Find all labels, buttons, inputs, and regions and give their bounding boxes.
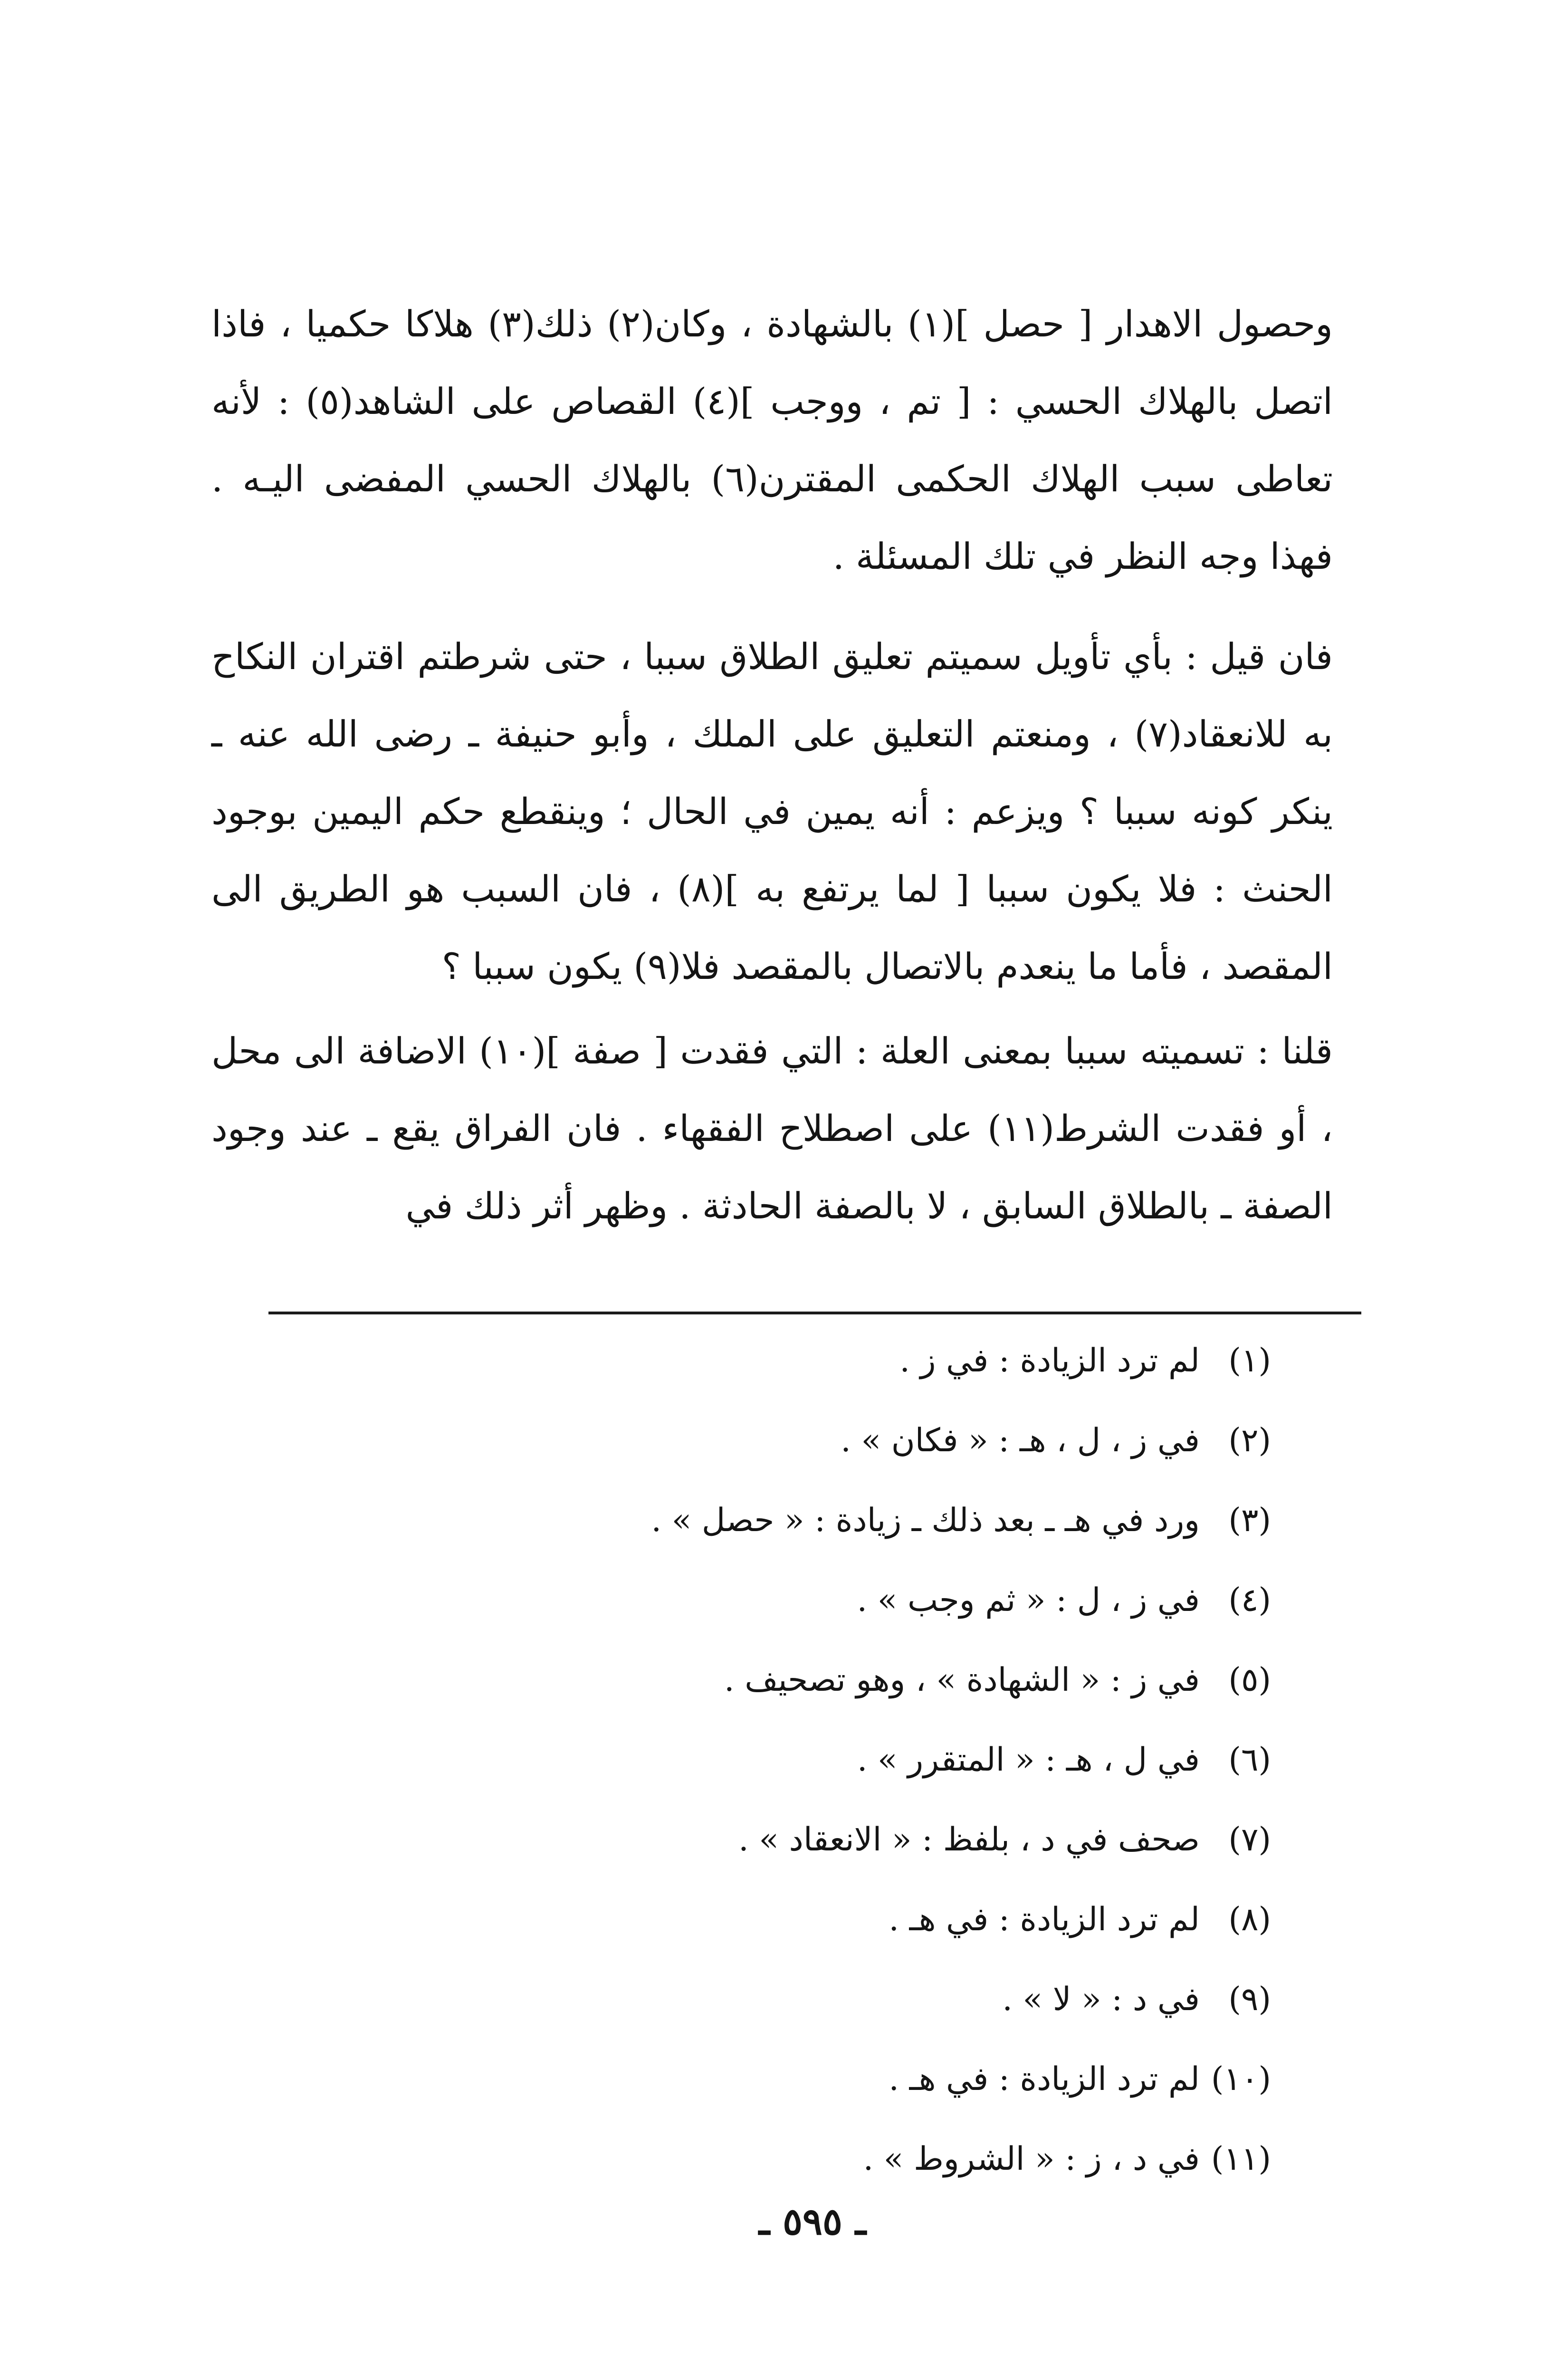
footnote-number: (١١): [1211, 2140, 1271, 2178]
paragraph-1-text: وحصول الاهدار [ حصل ](١) بالشهادة ، وكان(٢) ذلك(٣) هلاكا حكميا ، فاذا اتصل بالهلاك الحسي : [ تم ، ووجب ](٤) القصاص على الشاهد(٥) : لأنه تعاطى سبب الهلاك الحكمى المقترن(٦) بالهلاك الحسي المفضى اليـه . فهذا وجه النظر في تلك المسئلة .: [211, 303, 1333, 577]
paragraph-2: [211, 618, 1333, 1005]
footnote-text: صحف في د ، بلفظ : « الانعقاد » .: [738, 1821, 1200, 1859]
footnote-item: [178, 1880, 1271, 1960]
footnote-text: ورد في هـ ـ بعد ذلك ـ زيادة : « حصل » .: [651, 1502, 1200, 1539]
footnote-text: في د : « لا » .: [1002, 1981, 1200, 2018]
footnote-text: لم ترد الزيادة : في ز .: [899, 1342, 1200, 1380]
footnote-text: في ز : « الشهادة » ، وهو تصحيف .: [724, 1661, 1200, 1699]
footnotes-list: [178, 1321, 1271, 2199]
footnote-text: في ز ، ل : « ثم وجب » .: [857, 1581, 1200, 1619]
footnote-text: في ز ، ل ، هـ : « فكان » .: [841, 1422, 1200, 1459]
footnote-number: (٨): [1228, 1901, 1271, 1938]
footnote-item: [178, 1401, 1271, 1481]
footnote-number: (٧): [1228, 1821, 1271, 1859]
footnote-item: [178, 1561, 1271, 1640]
footnote-text: لم ترد الزيادة : في هـ .: [889, 1901, 1200, 1938]
footnote-text: لم ترد الزيادة : في هـ .: [889, 2060, 1200, 2098]
footnote-item: [178, 1481, 1271, 1561]
footnote-text: في د ، ز : « الشروط » .: [863, 2140, 1200, 2178]
footnote-number: (١٠): [1211, 2060, 1271, 2098]
footnote-number: (٦): [1228, 1741, 1271, 1779]
page-number: ـ ٥٩٥ ـ: [759, 2200, 866, 2243]
paragraph-1: [211, 285, 1333, 595]
footnote-number: (٣): [1228, 1502, 1271, 1539]
footnote-text: في ل ، هـ : « المتقرر » .: [857, 1741, 1200, 1779]
footnote-number: (١): [1228, 1342, 1271, 1380]
footnote-item: [178, 2040, 1271, 2119]
footnote-item: [178, 1640, 1271, 1720]
footnote-item: [178, 2119, 1271, 2199]
footnote-number: (٢): [1228, 1422, 1271, 1459]
paragraph-2-text: فان قيل : بأي تأويل سميتم تعليق الطلاق سببا ، حتى شرطتم اقتران النكاح به للانعقاد(٧) ، ومنعتم التعليق على الملك ، وأبو حنيفة ـ رضى الله عنه ـ ينكر كونه سببا ؟ ويزعم : أنه يمين في الحال ؛ وينقطع حكم اليمين بوجود الحنث : فلا يكون سببا [ لما يرتفع به ](٨) ، فان السبب هو الطريق الى المقصد ، فأما ما ينعدم بالاتصال بالمقصد فلا(٩) يكون سببا ؟: [211, 635, 1333, 987]
footnote-item: [178, 1321, 1271, 1401]
footnote-number: (٥): [1228, 1661, 1271, 1699]
paragraph-3: [211, 1012, 1333, 1245]
footnote-item: [178, 1960, 1271, 2040]
paragraph-3-text: قلنا : تسميته سببا بمعنى العلة : التي فقدت [ صفة ](١٠) الاضافة الى محل ، أو فقدت الشرط(١١) على اصطلاح الفقهاء . فان الفراق يقع ـ عند وجود الصفة ـ بالطلاق السابق ، لا بالصفة الحادثة . وظهر أثر ذلك في: [211, 1030, 1333, 1227]
footnote-item: [178, 1720, 1271, 1800]
footnote-divider: [268, 1312, 1361, 1314]
footnote-number: (٤): [1228, 1581, 1271, 1619]
footnote-number: (٩): [1228, 1981, 1271, 2018]
footnote-item: [178, 1800, 1271, 1880]
